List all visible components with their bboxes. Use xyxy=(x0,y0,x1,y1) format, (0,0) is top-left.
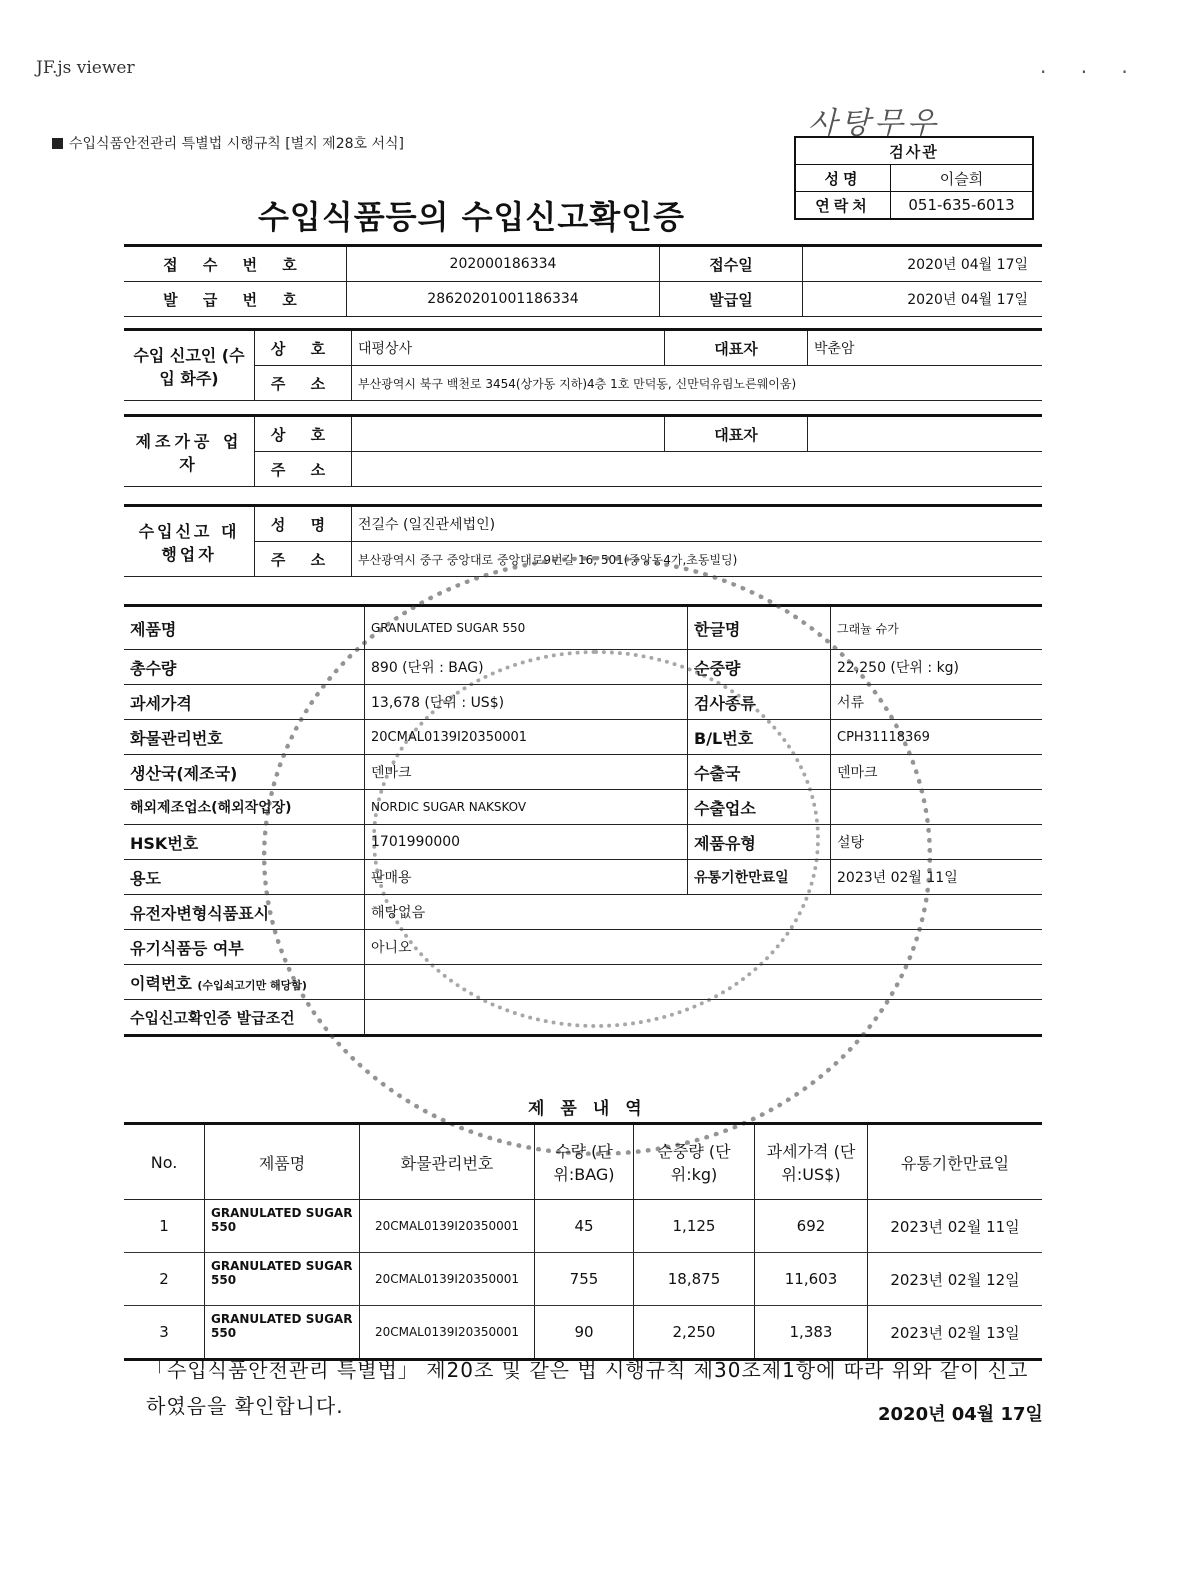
manufacturer-group-label: 제조가공 업 자 xyxy=(124,416,255,487)
gmo-label: 유전자변형식품표시 xyxy=(124,895,365,930)
hsk: 1701990000 xyxy=(365,825,688,860)
cargo-no-label: 화물관리번호 xyxy=(124,720,365,755)
item-expiry: 2023년 02월 13일 xyxy=(868,1306,1043,1360)
gmo: 해당없음 xyxy=(365,895,1043,930)
item-cargo: 20CMAL0139I20350001 xyxy=(360,1200,535,1253)
use-label: 용도 xyxy=(124,860,365,895)
importer-group-label: 수입 신고인 (수입 화주) xyxy=(124,330,255,401)
overseas-maker: NORDIC SUGAR NAKSKOV xyxy=(365,790,688,825)
export-country: 덴마크 xyxy=(831,755,1043,790)
product-name: GRANULATED SUGAR 550 xyxy=(365,606,688,650)
importer-trade-name: 대평상사 xyxy=(352,330,665,366)
net-weight-label: 순중량 xyxy=(688,650,831,685)
item-price: 1,383 xyxy=(755,1306,868,1360)
table-row xyxy=(124,1200,1042,1253)
trace-cell xyxy=(124,965,365,1000)
exporter-label: 수출업소 xyxy=(688,790,831,825)
importer-rep-label: 대표자 xyxy=(665,330,808,366)
product-details-table xyxy=(124,604,1042,1037)
manufacturer-trade-name-label: 상 호 xyxy=(255,416,352,452)
item-name: GRANULATED SUGAR 550 xyxy=(205,1253,360,1306)
manufacturer-rep xyxy=(808,416,1043,452)
item-weight: 2,250 xyxy=(634,1306,755,1360)
receipt-no: 202000186334 xyxy=(347,246,660,282)
item-no: 2 xyxy=(124,1253,205,1306)
items-header-qty: 수량 (단위:BAG) xyxy=(535,1124,634,1200)
scan-noise: · · · xyxy=(1040,60,1142,84)
inspector-box xyxy=(794,136,1034,220)
item-price: 11,603 xyxy=(755,1253,868,1306)
items-table xyxy=(124,1122,1042,1361)
item-no: 3 xyxy=(124,1306,205,1360)
conditions xyxy=(365,1000,1043,1036)
viewer-title: JF.js viewer xyxy=(36,58,135,78)
certification-date: 2020년 04월 17일 xyxy=(878,1404,1043,1425)
expiry: 2023년 02월 11일 xyxy=(831,860,1043,895)
receipt-no-label: 접 수 번 호 xyxy=(124,246,347,282)
korean-name: 그래뉼 슈가 xyxy=(831,606,1043,650)
item-qty: 755 xyxy=(535,1253,634,1306)
importer-table xyxy=(124,328,1042,401)
importer-address-label: 주 소 xyxy=(255,366,352,401)
registration-table xyxy=(124,244,1042,317)
handwritten-note: 사탕무우 xyxy=(808,106,940,141)
trace-label: 이력번호 xyxy=(130,973,192,993)
agent-table xyxy=(124,504,1042,577)
items-section-title: 제품내역 xyxy=(528,1099,658,1119)
inspection-type-label: 검사종류 xyxy=(688,685,831,720)
certification-statement: 「수입식품안전관리 특별법」 제20조 및 같은 법 시행규칙 제30조제1항에 따라 위와 같이 신고하였음을 확인합니다. xyxy=(146,1358,1029,1418)
importer-rep: 박춘암 xyxy=(808,330,1043,366)
taxable-price: 13,678 (단위 : US$) xyxy=(365,685,688,720)
trace xyxy=(365,965,1043,1000)
manufacturer-rep-label: 대표자 xyxy=(665,416,808,452)
inspector-name: 이슬희 xyxy=(891,165,1034,192)
item-expiry: 2023년 02월 12일 xyxy=(868,1253,1043,1306)
item-weight: 1,125 xyxy=(634,1200,755,1253)
inspector-contact: 051-635-6013 xyxy=(891,192,1034,220)
item-cargo: 20CMAL0139I20350001 xyxy=(360,1253,535,1306)
origin: 덴마크 xyxy=(365,755,688,790)
square-bullet-icon xyxy=(52,138,63,149)
agent-address: 부산광역시 중구 중앙대로 중앙대로9번길 16, 501(중앙동4가,초동빌딩) xyxy=(352,542,1043,577)
items-header-name: 제품명 xyxy=(205,1124,360,1200)
origin-label: 생산국(제조국) xyxy=(124,755,365,790)
items-header-cargo: 화물관리번호 xyxy=(360,1124,535,1200)
overseas-maker-label: 해외제조업소(해외작업장) xyxy=(124,790,365,825)
bl-no: CPH31118369 xyxy=(831,720,1043,755)
product-type-label: 제품유형 xyxy=(688,825,831,860)
korean-name-label: 한글명 xyxy=(688,606,831,650)
issue-date-label: 발급일 xyxy=(660,282,803,317)
item-expiry: 2023년 02월 11일 xyxy=(868,1200,1043,1253)
issue-no-label: 발 급 번 호 xyxy=(124,282,347,317)
items-header-weight: 순중량 (단위:kg) xyxy=(634,1124,755,1200)
conditions-label: 수입신고확인증 발급조건 xyxy=(124,1000,365,1036)
inspector-name-label: 성명 xyxy=(795,165,891,192)
manufacturer-address xyxy=(352,452,1043,487)
item-qty: 45 xyxy=(535,1200,634,1253)
product-type: 설탕 xyxy=(831,825,1043,860)
document-title: 수입식품등의 수입신고확인증 xyxy=(258,198,685,236)
export-country-label: 수출국 xyxy=(688,755,831,790)
agent-address-label: 주 소 xyxy=(255,542,352,577)
inspector-heading: 검사관 xyxy=(795,137,1033,165)
manufacturer-table xyxy=(124,414,1042,487)
total-qty-label: 총수량 xyxy=(124,650,365,685)
item-no: 1 xyxy=(124,1200,205,1253)
agent-group-label: 수입신고 대행업자 xyxy=(124,506,255,577)
manufacturer-address-label: 주 소 xyxy=(255,452,352,487)
manufacturer-trade-name xyxy=(352,416,665,452)
hsk-label: HSK번호 xyxy=(124,825,365,860)
bl-no-label: B/L번호 xyxy=(688,720,831,755)
receipt-date: 2020년 04월 17일 xyxy=(803,246,1043,282)
agent-name-label: 성 명 xyxy=(255,506,352,542)
form-note xyxy=(52,133,404,153)
inspector-contact-label: 연락처 xyxy=(795,192,891,220)
importer-address: 부산광역시 북구 백천로 3454(상가동 지하)4층 1호 만덕동, 신만덕유림노른웨이움) xyxy=(352,366,1043,401)
table-row xyxy=(124,1253,1042,1306)
exporter xyxy=(831,790,1043,825)
issue-date: 2020년 04월 17일 xyxy=(803,282,1043,317)
total-qty: 890 (단위 : BAG) xyxy=(365,650,688,685)
item-weight: 18,875 xyxy=(634,1253,755,1306)
net-weight: 22,250 (단위 : kg) xyxy=(831,650,1043,685)
receipt-date-label: 접수일 xyxy=(660,246,803,282)
organic: 아니오 xyxy=(365,930,1043,965)
trace-note: (수입쇠고기만 해당함) xyxy=(197,978,307,992)
taxable-price-label: 과세가격 xyxy=(124,685,365,720)
issue-no: 28620201001186334 xyxy=(347,282,660,317)
product-name-label: 제품명 xyxy=(124,606,365,650)
form-note-text: 수입식품안전관리 특별법 시행규칙 [별지 제28호 서식] xyxy=(69,136,404,152)
item-cargo: 20CMAL0139I20350001 xyxy=(360,1306,535,1360)
use: 판매용 xyxy=(365,860,688,895)
agent-name: 전길수 (일진관세법인) xyxy=(352,506,1043,542)
importer-trade-name-label: 상 호 xyxy=(255,330,352,366)
items-header-expiry: 유통기한만료일 xyxy=(868,1124,1043,1200)
organic-label: 유기식품등 여부 xyxy=(124,930,365,965)
items-header-no: No. xyxy=(124,1124,205,1200)
item-name: GRANULATED SUGAR 550 xyxy=(205,1306,360,1360)
item-name: GRANULATED SUGAR 550 xyxy=(205,1200,360,1253)
item-qty: 90 xyxy=(535,1306,634,1360)
inspection-type: 서류 xyxy=(831,685,1043,720)
cargo-no: 20CMAL0139I20350001 xyxy=(365,720,688,755)
items-header-price: 과세가격 (단위:US$) xyxy=(755,1124,868,1200)
expiry-label: 유통기한만료일 xyxy=(688,860,831,895)
item-price: 692 xyxy=(755,1200,868,1253)
